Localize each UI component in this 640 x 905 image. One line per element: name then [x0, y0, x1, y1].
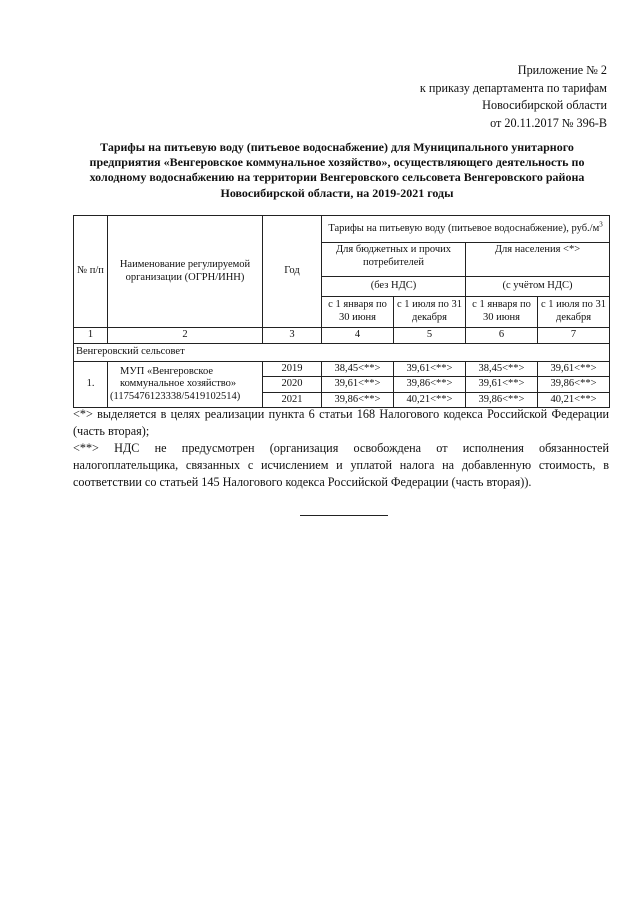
row-year: 2020	[263, 377, 322, 393]
appendix-header	[420, 62, 607, 132]
appendix-line-4: от 20.11.2017 № 396-В	[490, 115, 607, 130]
row-value: 39,61<**>	[466, 377, 538, 393]
column-number: 7	[538, 328, 610, 344]
row-value: 39,86<**>	[322, 392, 394, 408]
org-num: 1.	[74, 361, 108, 408]
column-number: 5	[394, 328, 466, 344]
org-name-line-3: (1175476123338/5419102514)	[110, 390, 241, 402]
column-number: 6	[466, 328, 538, 344]
column-number: 4	[322, 328, 394, 344]
row-value: 39,61<**>	[322, 377, 394, 393]
org-name	[108, 361, 263, 408]
section-row: Венгеровский сельсовет	[74, 343, 610, 361]
row-value: 39,86<**>	[394, 377, 466, 393]
header-period-1: с 1 января по 30 июня	[322, 297, 394, 328]
appendix-line-2: к приказу департамента по тарифам	[419, 80, 607, 95]
tariffs-table	[73, 215, 610, 408]
table-row	[74, 361, 610, 377]
org-name-line-1: МУП «Венгеровское	[120, 365, 214, 377]
footnotes	[73, 406, 609, 491]
divider-line	[300, 515, 388, 516]
column-number-row	[74, 328, 610, 344]
header-org-name: Наименование регулируемой организации (ОГРН/ИНН)	[108, 216, 263, 328]
row-value: 39,86<**>	[538, 377, 610, 393]
header-population-group: Для населения <*>	[466, 243, 610, 277]
row-value: 38,45<**>	[322, 361, 394, 377]
row-value: 39,61<**>	[394, 361, 466, 377]
row-value: 40,21<**>	[394, 392, 466, 408]
footnote-2: <**> НДС не предусмотрен (организация освобождена от исполнения обязанностей налогоплательщика, связанных с исчислением и уплатой налога на добавленную стоимость, в соответствии со статьей 145 Налогового кодекса Российской Федерации (часть вторая)).	[73, 441, 609, 489]
row-year: 2019	[263, 361, 322, 377]
document-title: Тарифы на питьевую воду (питьевое водоснабжение) для Муниципального унитарного предприятия «Венгеровское коммунальное хозяйство», осуществляющего деятельность по холодному водоснабжению на территории Венгеровского сельсовета Венгеровского района Новосибирской области, на 2019-2021 годы	[89, 140, 585, 200]
row-value: 38,45<**>	[466, 361, 538, 377]
row-value: 39,86<**>	[466, 392, 538, 408]
header-period-4: с 1 июля по 31 декабря	[538, 297, 610, 328]
header-tariffs-group: Тарифы на питьевую воду (питьевое водоснабжение), $руб./м^3$	[322, 216, 610, 243]
appendix-line-3: Новосибирской области	[482, 98, 607, 113]
header-year: Год	[263, 216, 322, 328]
appendix-line-1: Приложение № 2	[517, 63, 607, 77]
row-year: 2021	[263, 392, 322, 408]
row-value: 40,21<**>	[538, 392, 610, 408]
column-number: 1	[74, 328, 108, 344]
row-value: 39,61<**>	[538, 361, 610, 377]
footnote-1: <*> выделяется в целях реализации пункта 6 статьи 168 Налогового кодекса Российской Федерации (часть вторая);	[73, 407, 609, 438]
header-budget-group: Для бюджетных и прочих потребителей	[322, 243, 466, 277]
header-population-note: (с учётом НДС)	[466, 277, 610, 297]
column-number: 3	[263, 328, 322, 344]
header-budget-note: (без НДС)	[322, 277, 466, 297]
column-number: 2	[108, 328, 263, 344]
org-name-line-2: коммунальное хозяйство»	[120, 378, 237, 390]
header-num: № п/п	[74, 216, 108, 328]
header-period-3: с 1 января по 30 июня	[466, 297, 538, 328]
header-period-2: с 1 июля по 31 декабря	[394, 297, 466, 328]
